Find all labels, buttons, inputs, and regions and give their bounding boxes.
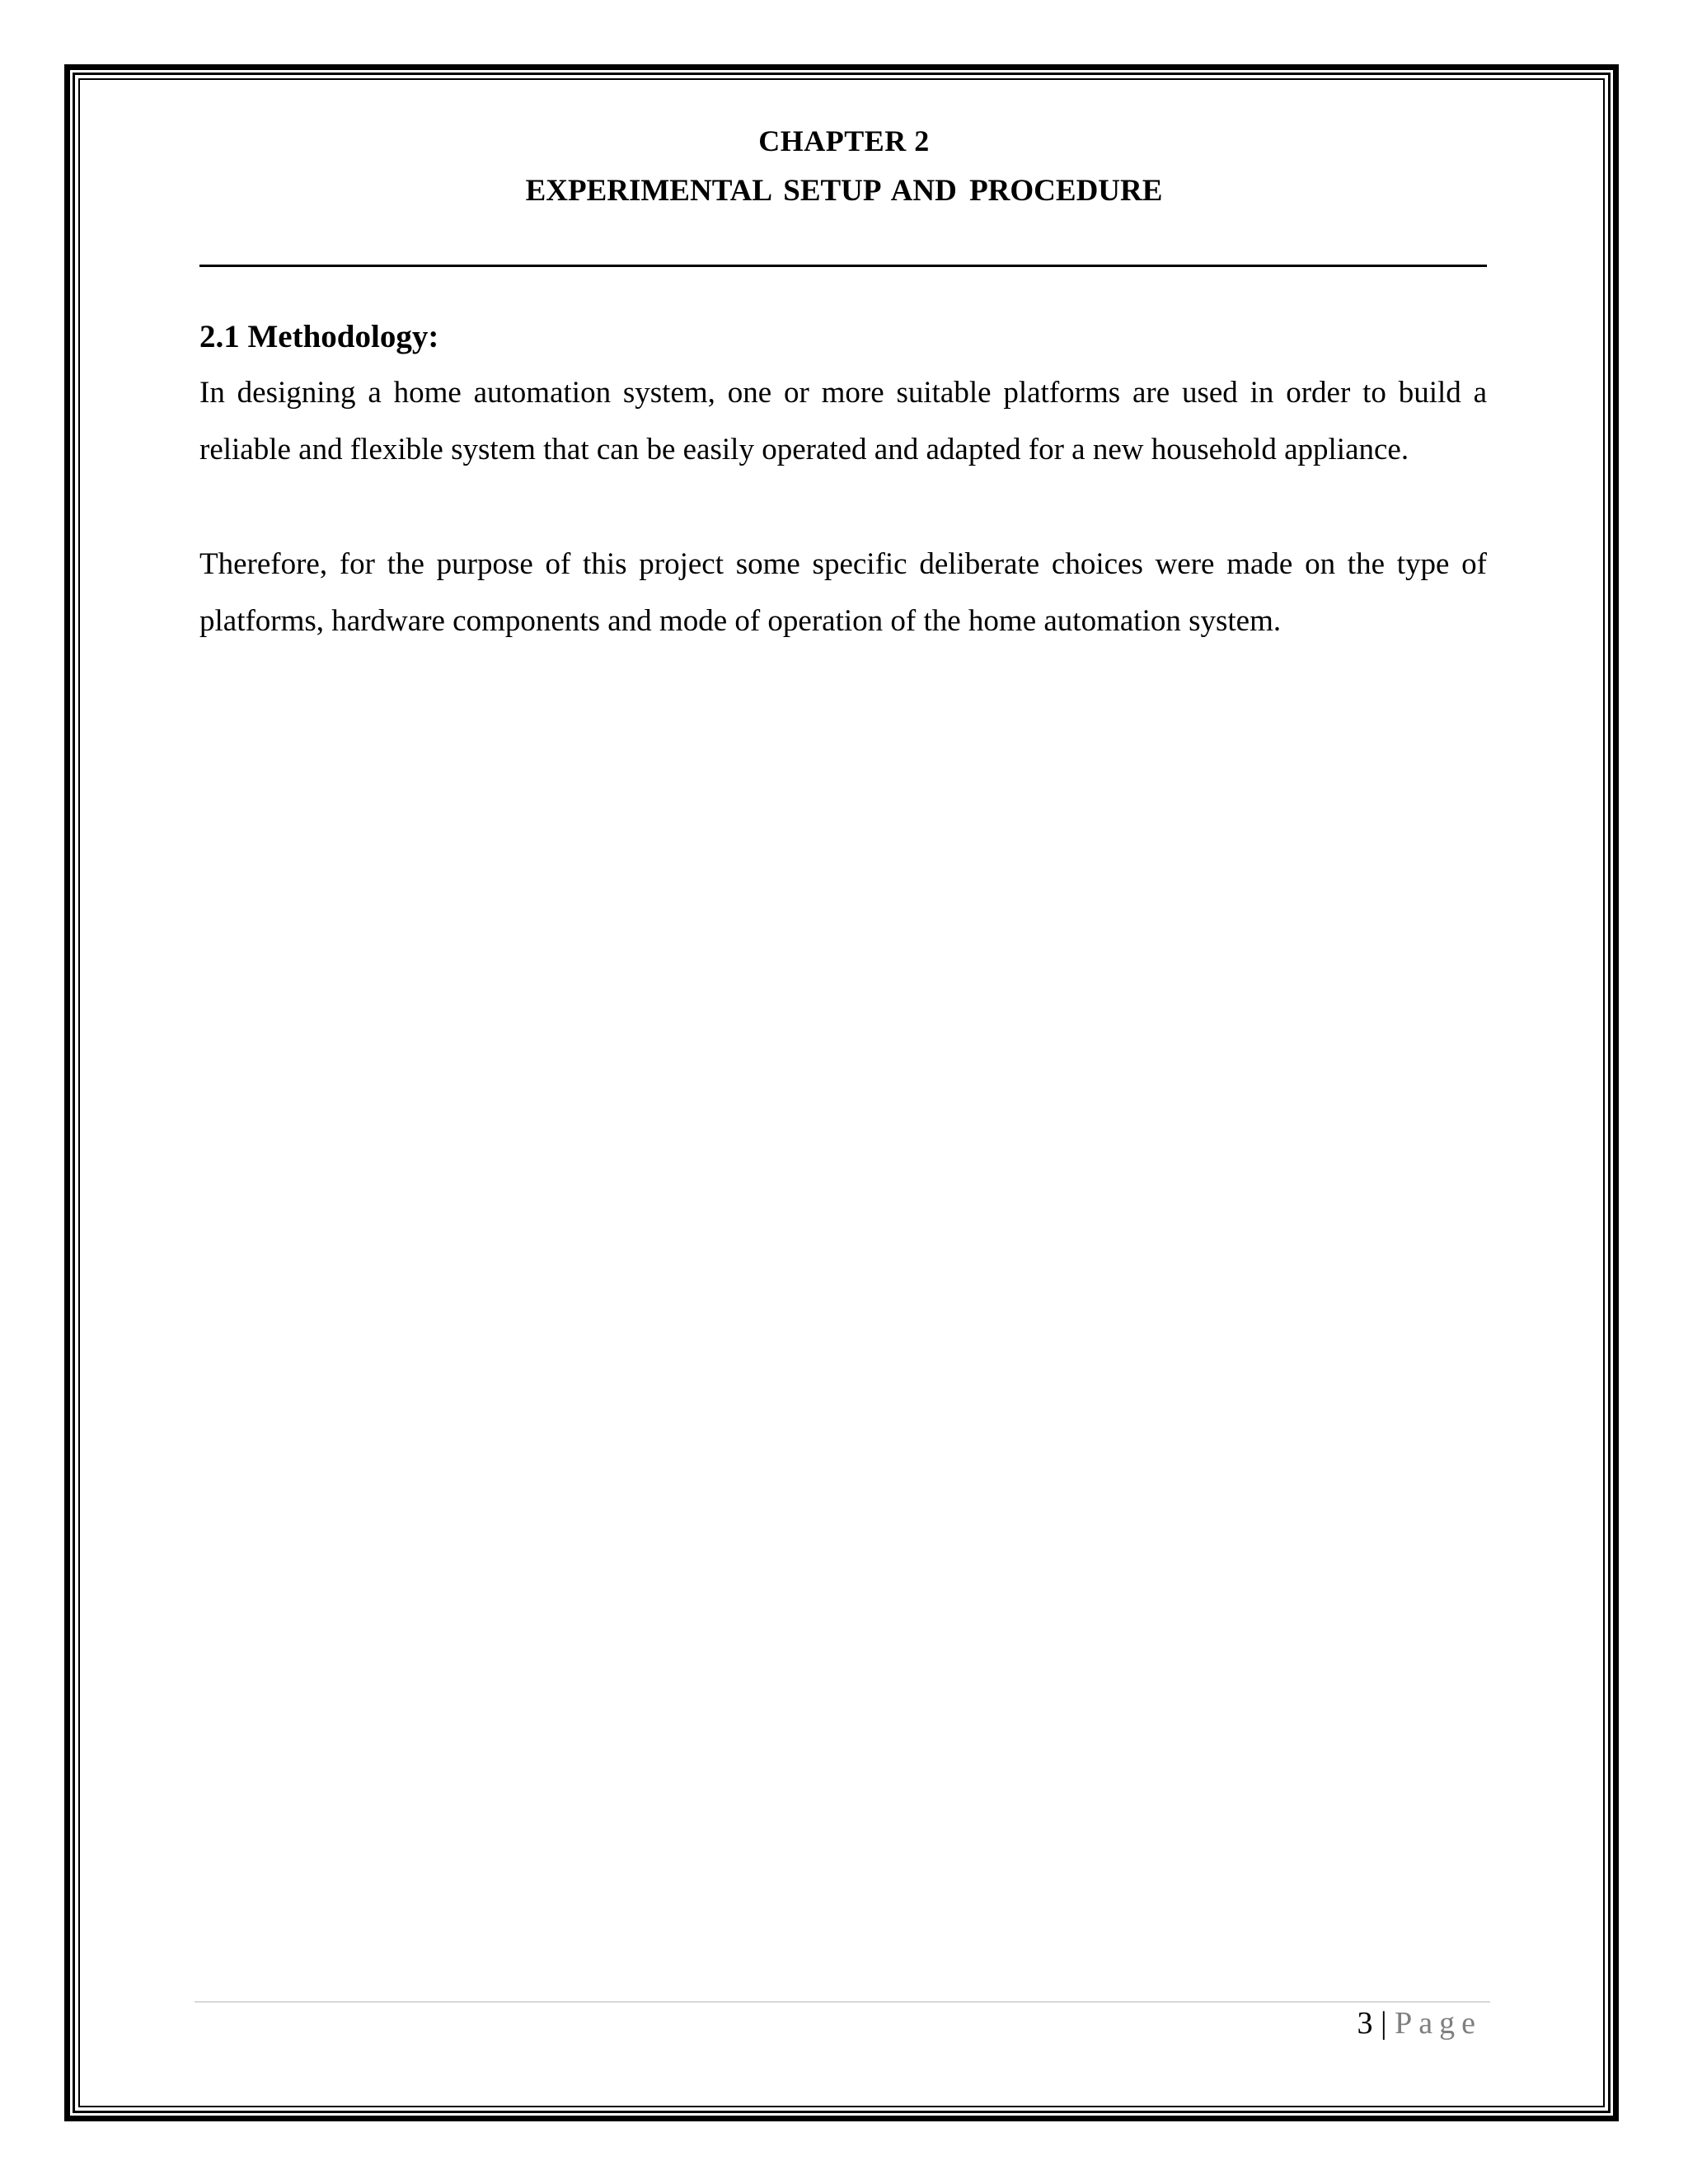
chapter-title: EXPERIMENTAL SETUP AND PROCEDURE <box>525 174 1163 208</box>
page-number: 3 <box>1357 2006 1373 2041</box>
section-heading: 2.1 Methodology: <box>199 319 439 354</box>
chapter-number: CHAPTER 2 <box>758 124 930 157</box>
body-paragraph: In designing a home automation system, one or more suitable platforms are used in order to build a reliable and flexible system that can be easily operated and adapted for a new household appliance. <box>199 376 1487 466</box>
body-paragraph: Therefore, for the purpose of this project some specific deliberate choices were made on the type of platforms, hardware components and mode of operation of the home automation system. <box>199 547 1487 638</box>
page-label: Page <box>1395 2006 1482 2041</box>
page-separator: | <box>1381 2006 1387 2041</box>
footer-divider <box>195 2001 1490 2003</box>
title-divider <box>199 265 1487 267</box>
page-footer <box>1357 2005 1482 2041</box>
